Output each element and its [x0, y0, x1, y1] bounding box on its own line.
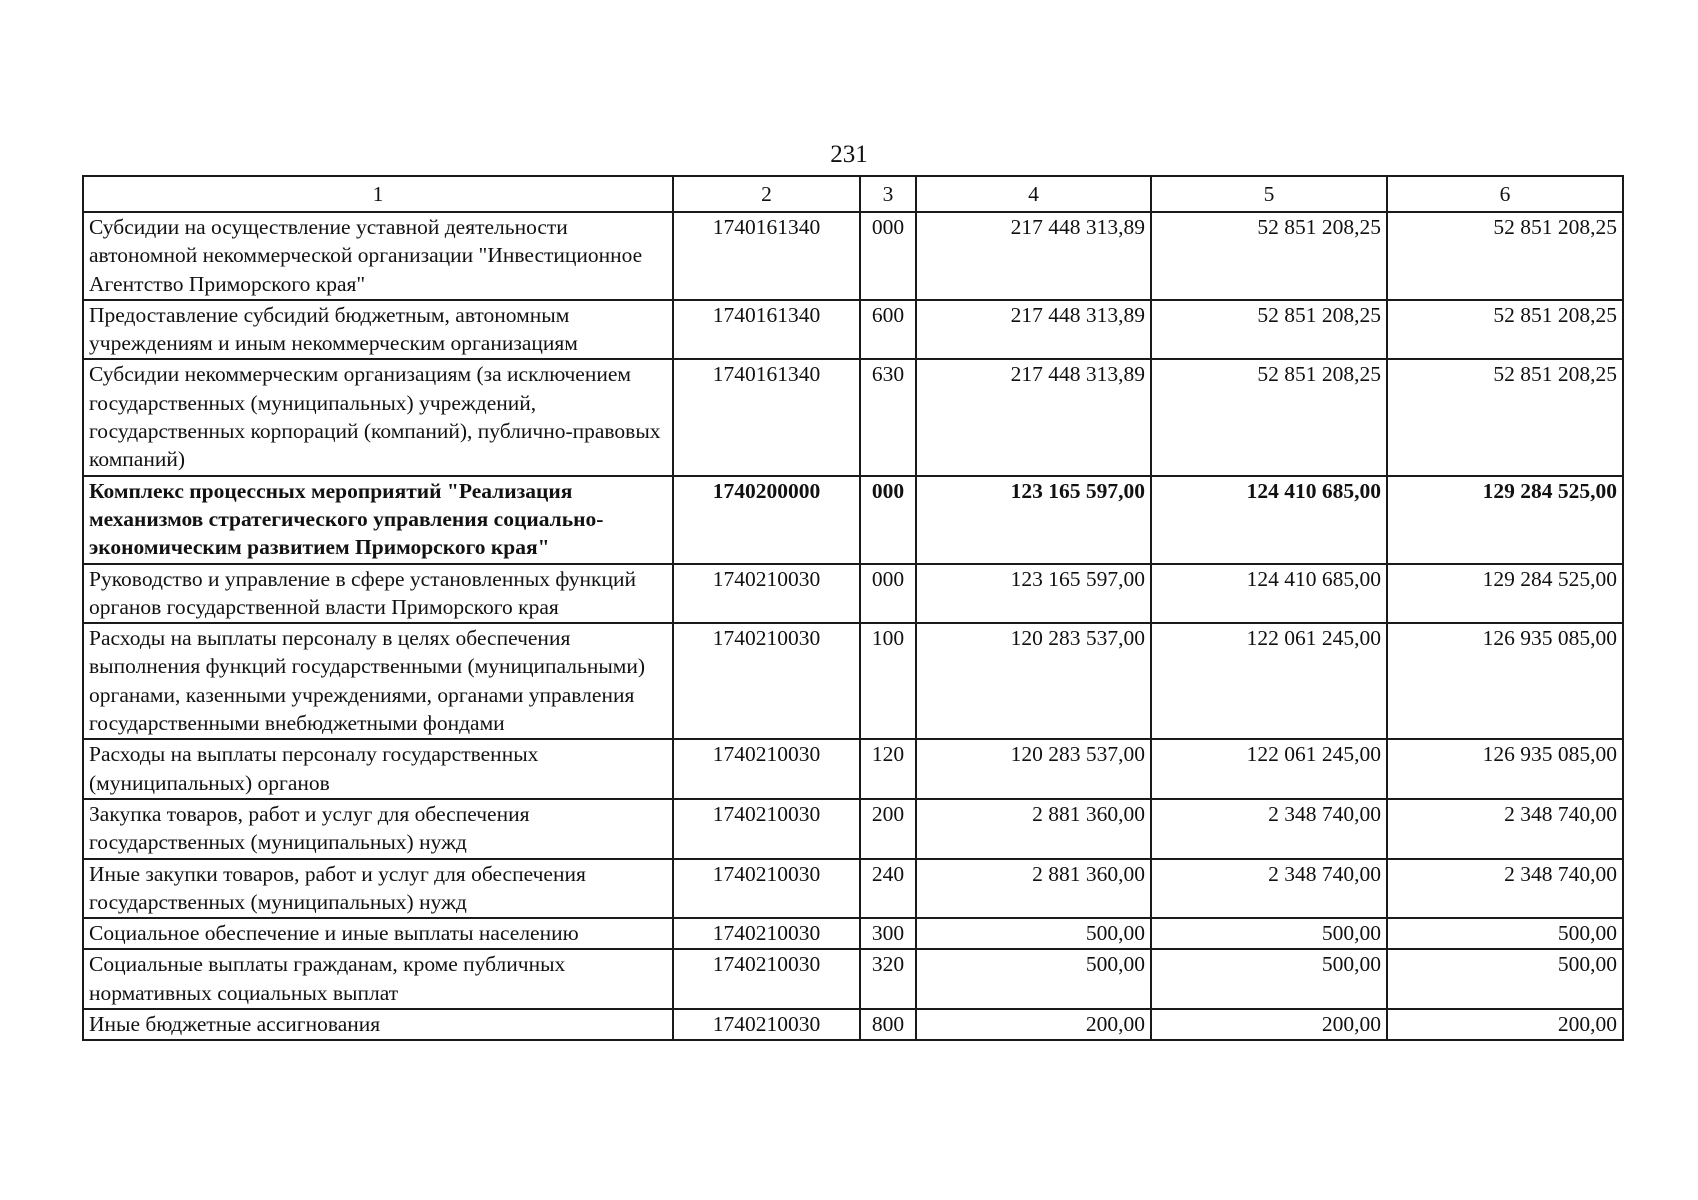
- row-amount-4: 500,00: [916, 949, 1151, 1009]
- row-amount-6: 200,00: [1387, 1009, 1623, 1040]
- row-amount-6: 500,00: [1387, 949, 1623, 1009]
- row-name: Расходы на выплаты персоналу государственных (муниципальных) органов: [83, 739, 673, 799]
- column-header-6: 6: [1387, 176, 1623, 212]
- table-row: [83, 1009, 1623, 1040]
- row-amount-5: 500,00: [1151, 949, 1387, 1009]
- row-amount-6: 129 284 525,00: [1387, 564, 1623, 624]
- row-amount-5: 200,00: [1151, 1009, 1387, 1040]
- table-row-section: [83, 476, 1623, 564]
- table-row: [83, 300, 1623, 360]
- row-expense-kind: 000: [860, 564, 916, 624]
- row-amount-4: 120 283 537,00: [916, 739, 1151, 799]
- table-row: [83, 359, 1623, 475]
- row-name: Руководство и управление в сфере установленных функций органов государственной власти Приморского края: [83, 564, 673, 624]
- row-amount-6: 52 851 208,25: [1387, 300, 1623, 360]
- table-row: [83, 739, 1623, 799]
- row-target-code: 1740210030: [673, 739, 860, 799]
- row-name: Субсидии некоммерческим организациям (за исключением государственных (муниципальных) учреждений, государственных корпораций (компаний), публично-правовых компаний): [83, 359, 673, 475]
- row-amount-5: 124 410 685,00: [1151, 476, 1387, 564]
- table-row: [83, 949, 1623, 1009]
- row-target-code: 1740210030: [673, 799, 860, 859]
- column-header-1: 1: [83, 176, 673, 212]
- row-name: Субсидии на осуществление уставной деятельности автономной некоммерческой организации "Инвестиционное Агентство Приморского края": [83, 212, 673, 300]
- row-amount-4: 217 448 313,89: [916, 359, 1151, 475]
- row-expense-kind: 630: [860, 359, 916, 475]
- row-target-code: 1740210030: [673, 1009, 860, 1040]
- column-header-2: 2: [673, 176, 860, 212]
- row-amount-5: 500,00: [1151, 918, 1387, 949]
- row-target-code: 1740210030: [673, 918, 860, 949]
- row-expense-kind: 240: [860, 859, 916, 919]
- row-target-code: 1740161340: [673, 212, 860, 300]
- row-expense-kind: 000: [860, 212, 916, 300]
- row-amount-6: 52 851 208,25: [1387, 212, 1623, 300]
- row-amount-4: 120 283 537,00: [916, 623, 1151, 739]
- table-row: [83, 918, 1623, 949]
- row-target-code: 1740210030: [673, 949, 860, 1009]
- row-amount-5: 52 851 208,25: [1151, 359, 1387, 475]
- row-expense-kind: 300: [860, 918, 916, 949]
- row-target-code: 1740210030: [673, 859, 860, 919]
- row-name: Закупка товаров, работ и услуг для обеспечения государственных (муниципальных) нужд: [83, 799, 673, 859]
- row-expense-kind: 100: [860, 623, 916, 739]
- table-row: [83, 799, 1623, 859]
- row-expense-kind: 200: [860, 799, 916, 859]
- row-name: Расходы на выплаты персоналу в целях обеспечения выполнения функций государственными (муниципальными) органами, казенными учреждениями, органами управления государственными внебюджетными фондами: [83, 623, 673, 739]
- row-amount-4: 2 881 360,00: [916, 859, 1151, 919]
- row-amount-5: 122 061 245,00: [1151, 623, 1387, 739]
- row-name: Предоставление субсидий бюджетным, автономным учреждениям и иным некоммерческим организациям: [83, 300, 673, 360]
- row-amount-5: 2 348 740,00: [1151, 859, 1387, 919]
- row-amount-4: 2 881 360,00: [916, 799, 1151, 859]
- row-expense-kind: 120: [860, 739, 916, 799]
- row-amount-6: 2 348 740,00: [1387, 799, 1623, 859]
- row-amount-6: 500,00: [1387, 918, 1623, 949]
- row-name: Иные бюджетные ассигнования: [83, 1009, 673, 1040]
- row-expense-kind: 800: [860, 1009, 916, 1040]
- row-target-code: 1740210030: [673, 564, 860, 624]
- row-amount-4: 217 448 313,89: [916, 212, 1151, 300]
- row-amount-6: 126 935 085,00: [1387, 623, 1623, 739]
- row-amount-5: 122 061 245,00: [1151, 739, 1387, 799]
- column-header-3: 3: [860, 176, 916, 212]
- row-amount-5: 52 851 208,25: [1151, 212, 1387, 300]
- column-header-5: 5: [1151, 176, 1387, 212]
- row-target-code: 1740210030: [673, 623, 860, 739]
- row-amount-5: 2 348 740,00: [1151, 799, 1387, 859]
- budget-table: [82, 175, 1624, 1041]
- row-name: Социальное обеспечение и иные выплаты населению: [83, 918, 673, 949]
- row-amount-6: 126 935 085,00: [1387, 739, 1623, 799]
- row-amount-5: 52 851 208,25: [1151, 300, 1387, 360]
- column-header-4: 4: [916, 176, 1151, 212]
- row-name: Иные закупки товаров, работ и услуг для обеспечения государственных (муниципальных) нужд: [83, 859, 673, 919]
- row-expense-kind: 600: [860, 300, 916, 360]
- row-target-code: 1740161340: [673, 359, 860, 475]
- row-amount-4: 123 165 597,00: [916, 476, 1151, 564]
- row-amount-6: 129 284 525,00: [1387, 476, 1623, 564]
- table-row: [83, 859, 1623, 919]
- row-target-code: 1740161340: [673, 300, 860, 360]
- row-amount-4: 123 165 597,00: [916, 564, 1151, 624]
- row-amount-5: 124 410 685,00: [1151, 564, 1387, 624]
- row-amount-4: 500,00: [916, 918, 1151, 949]
- row-name: Социальные выплаты гражданам, кроме публичных нормативных социальных выплат: [83, 949, 673, 1009]
- column-number-row: [83, 176, 1623, 212]
- row-amount-4: 200,00: [916, 1009, 1151, 1040]
- page-number: 231: [830, 141, 868, 168]
- row-expense-kind: 320: [860, 949, 916, 1009]
- row-amount-4: 217 448 313,89: [916, 300, 1151, 360]
- row-amount-6: 52 851 208,25: [1387, 359, 1623, 475]
- row-name: Комплекс процессных мероприятий "Реализация механизмов стратегического управления социально-экономическим развитием Приморского края": [83, 476, 673, 564]
- row-target-code: 1740200000: [673, 476, 860, 564]
- row-amount-6: 2 348 740,00: [1387, 859, 1623, 919]
- row-expense-kind: 000: [860, 476, 916, 564]
- table-row: [83, 623, 1623, 739]
- table-row: [83, 564, 1623, 624]
- table-row: [83, 212, 1623, 300]
